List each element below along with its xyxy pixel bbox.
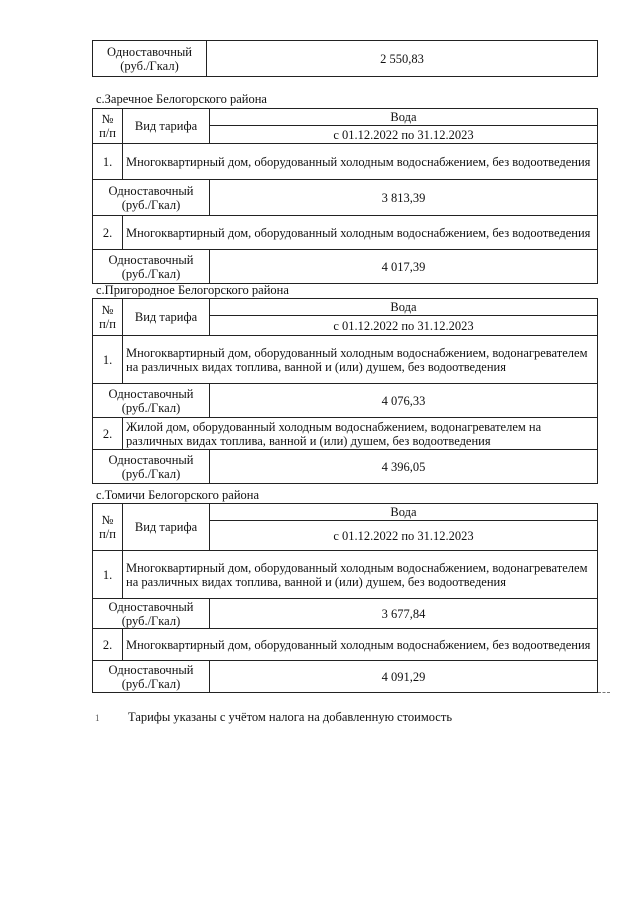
row-num: 2. [93,216,123,250]
row-description: Многоквартирный дом, оборудованный холодным водоснабжением, без водоотведения [123,144,598,180]
row-num: 2. [93,418,123,450]
header-kind: Вид тарифа [123,299,210,336]
header-water: Вода [210,504,598,521]
header-num: № п/п [93,109,123,144]
section-title: с.Пригородное Белогорского района [96,283,289,297]
tariff-label: Одноставочный (руб./Гкал) [93,450,210,484]
tariff-label: Одноставочный (руб./Гкал) [93,384,210,418]
divider [598,692,610,693]
footnote [95,710,453,725]
tariff-table [92,298,598,484]
tariff-value: 3 677,84 [210,599,598,629]
header-water: Вода [210,299,598,316]
section-title: с.Заречное Белогорского района [96,92,267,106]
tariff-table [92,108,598,284]
header-period: с 01.12.2022 по 31.12.2023 [210,126,598,144]
tariff-label: Одноставочный (руб./Гкал) [93,180,210,216]
row-description: Многоквартирный дом, оборудованный холодным водоснабжением, водонагревателем на различных видах топлива, ванной и (или) душем, без водоотведения [123,551,598,599]
header-kind: Вид тарифа [123,504,210,551]
tariff-label: Одноставочный (руб./Гкал) [93,599,210,629]
row-num: 1. [93,144,123,180]
row-description: Многоквартирный дом, оборудованный холодным водоснабжением, без водоотведения [123,629,598,661]
tariff-value: 3 813,39 [210,180,598,216]
header-num: № п/п [93,504,123,551]
tariff-value: 4 396,05 [210,450,598,484]
footnote-mark: 1 [95,713,100,723]
header-num: № п/п [93,299,123,336]
header-kind: Вид тарифа [123,109,210,144]
tariff-value: 2 550,83 [207,41,598,77]
row-num: 1. [93,336,123,384]
footnote-text: Тарифы указаны с учётом налога на добавленную стоимость [128,710,453,724]
tariff-value: 4 091,29 [210,661,598,693]
top-tariff-table [92,40,598,77]
tariff-value: 4 076,33 [210,384,598,418]
header-period: с 01.12.2022 по 31.12.2023 [210,521,598,551]
tariff-value: 4 017,39 [210,250,598,284]
tariff-label: Одноставочный (руб./Гкал) [93,41,207,77]
row-num: 1. [93,551,123,599]
row-num: 2. [93,629,123,661]
row-description: Многоквартирный дом, оборудованный холодным водоснабжением, водонагревателем на различных видах топлива, ванной и (или) душем, без водоотведения [123,336,598,384]
section-title: с.Томичи Белогорского района [96,488,260,502]
tariff-table [92,503,598,693]
row-description: Многоквартирный дом, оборудованный холодным водоснабжением, без водоотведения [123,216,598,250]
tariff-label: Одноставочный (руб./Гкал) [93,661,210,693]
header-period: с 01.12.2022 по 31.12.2023 [210,316,598,336]
tariff-label: Одноставочный (руб./Гкал) [93,250,210,284]
row-description: Жилой дом, оборудованный холодным водоснабжением, водонагревателем на различных видах топлива, ванной и (или) душем, без водоотведения [123,418,598,450]
header-water: Вода [210,109,598,126]
